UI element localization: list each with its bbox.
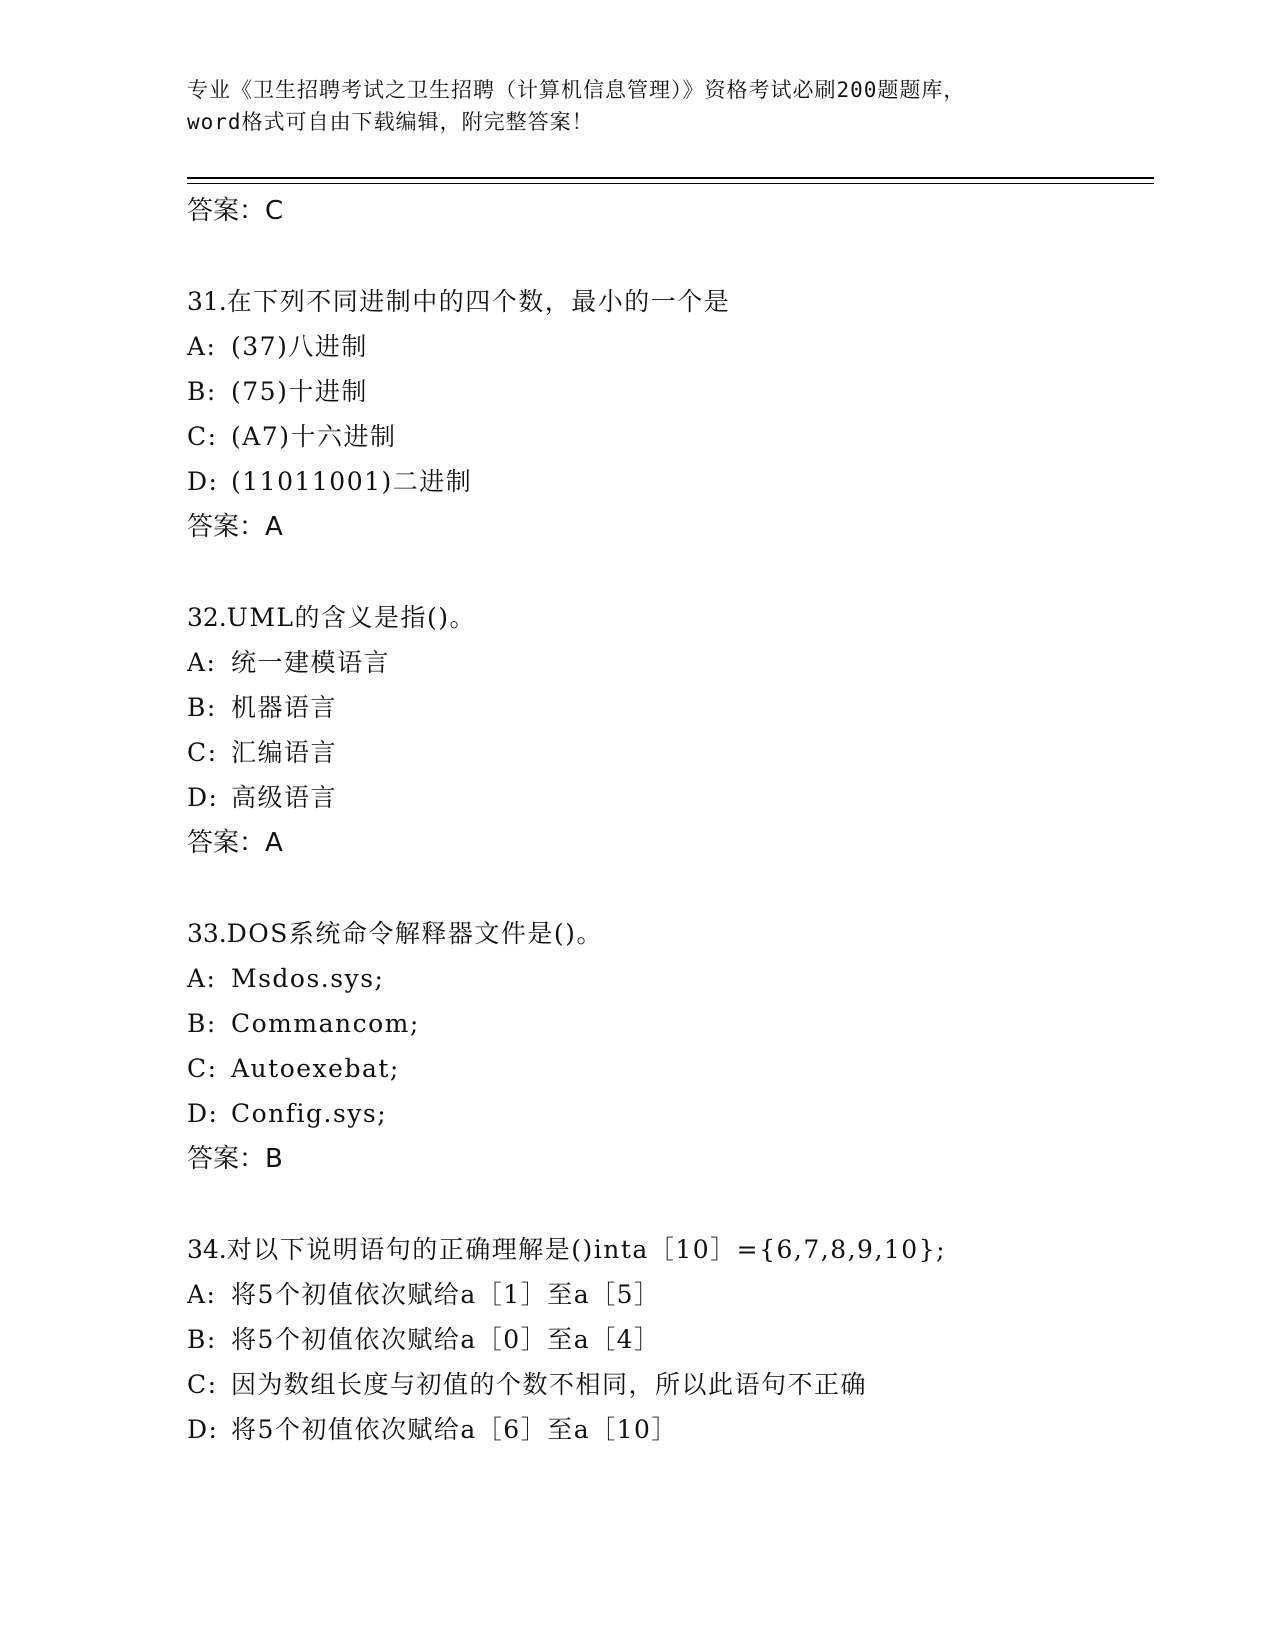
option-text: 汇编语言 [231,738,338,767]
option-text: Msdos.sys; [231,964,385,993]
option-d [187,1091,1154,1136]
option-text: Config.sys; [231,1099,388,1128]
option-b [187,1001,1154,1046]
option-b [187,685,1154,730]
option-d [187,775,1154,820]
option-text: 将5个初值依次赋给a［1］至a［5］ [231,1280,661,1309]
option-key: D: [187,1099,219,1128]
option-key: A: [187,1280,217,1309]
option-a [187,1272,1154,1317]
answer-line: 答案：A [187,512,283,542]
option-key: A: [187,964,217,993]
option-text: Autoexebat; [231,1054,400,1083]
option-b [187,1317,1154,1362]
option-key: D: [187,1415,219,1444]
option-key: C: [187,738,218,767]
option-d [187,459,1154,504]
option-text: 高级语言 [231,783,338,812]
question-text: 对以下说明语句的正确理解是()inta［10］={6,7,8,9,10}; [226,1235,947,1264]
option-key: C: [187,1370,218,1399]
option-d [187,1407,1154,1452]
question-stem [187,1227,1154,1272]
question-number: 32. [187,603,227,632]
option-text: 统一建模语言 [231,648,391,677]
header-rule-thin [187,183,1154,184]
question-number: 33. [187,919,227,948]
option-text: Commancom; [231,1009,420,1038]
question-block [187,279,1154,550]
header-line-2: word格式可自由下载编辑，附完整答案！ [187,110,594,134]
option-text: (37)八进制 [231,332,368,361]
option-a [187,640,1154,685]
option-text: (11011001)二进制 [231,467,473,496]
answer-line: 答案：A [187,828,283,858]
option-key: B: [187,693,217,722]
question-list [187,188,1154,1452]
question-stem [187,595,1154,640]
question-stem [187,911,1154,956]
option-text: 机器语言 [231,693,338,722]
option-c [187,1046,1154,1091]
option-key: B: [187,377,217,406]
document-header [187,74,1087,138]
option-key: A: [187,648,217,677]
option-key: C: [187,1054,218,1083]
option-text: 将5个初值依次赋给a［0］至a［4］ [231,1325,661,1354]
answer-line: 答案：C [187,196,284,226]
option-a [187,324,1154,369]
question-text: UML的含义是指()。 [226,603,477,632]
option-key: A: [187,332,217,361]
option-c [187,1362,1154,1407]
question-block [187,911,1154,1182]
option-key: D: [187,467,219,496]
header-rule-thick [187,177,1154,179]
header-line-1: 专业《卫生招聘考试之卫生招聘（计算机信息管理）》资格考试必刷200题题库， [187,78,966,102]
option-c [187,414,1154,459]
option-a [187,956,1154,1001]
question-number: 31. [187,287,227,316]
question-block [187,1227,1154,1452]
question-number: 34. [187,1235,227,1264]
question-text: DOS系统命令解释器文件是()。 [226,919,603,948]
option-text: (75)十进制 [231,377,368,406]
option-key: C: [187,422,218,451]
option-key: D: [187,783,219,812]
question-stem [187,279,1154,324]
option-key: B: [187,1325,217,1354]
option-text: 因为数组长度与初值的个数不相同，所以此语句不正确 [231,1370,868,1399]
option-text: (A7)十六进制 [231,422,397,451]
option-c [187,730,1154,775]
option-key: B: [187,1009,217,1038]
option-text: 将5个初值依次赋给a［6］至a［10］ [231,1415,678,1444]
question-block [187,595,1154,866]
answer-line: 答案：B [187,1144,283,1174]
question-text: 在下列不同进制中的四个数，最小的一个是 [226,287,731,316]
option-b [187,369,1154,414]
